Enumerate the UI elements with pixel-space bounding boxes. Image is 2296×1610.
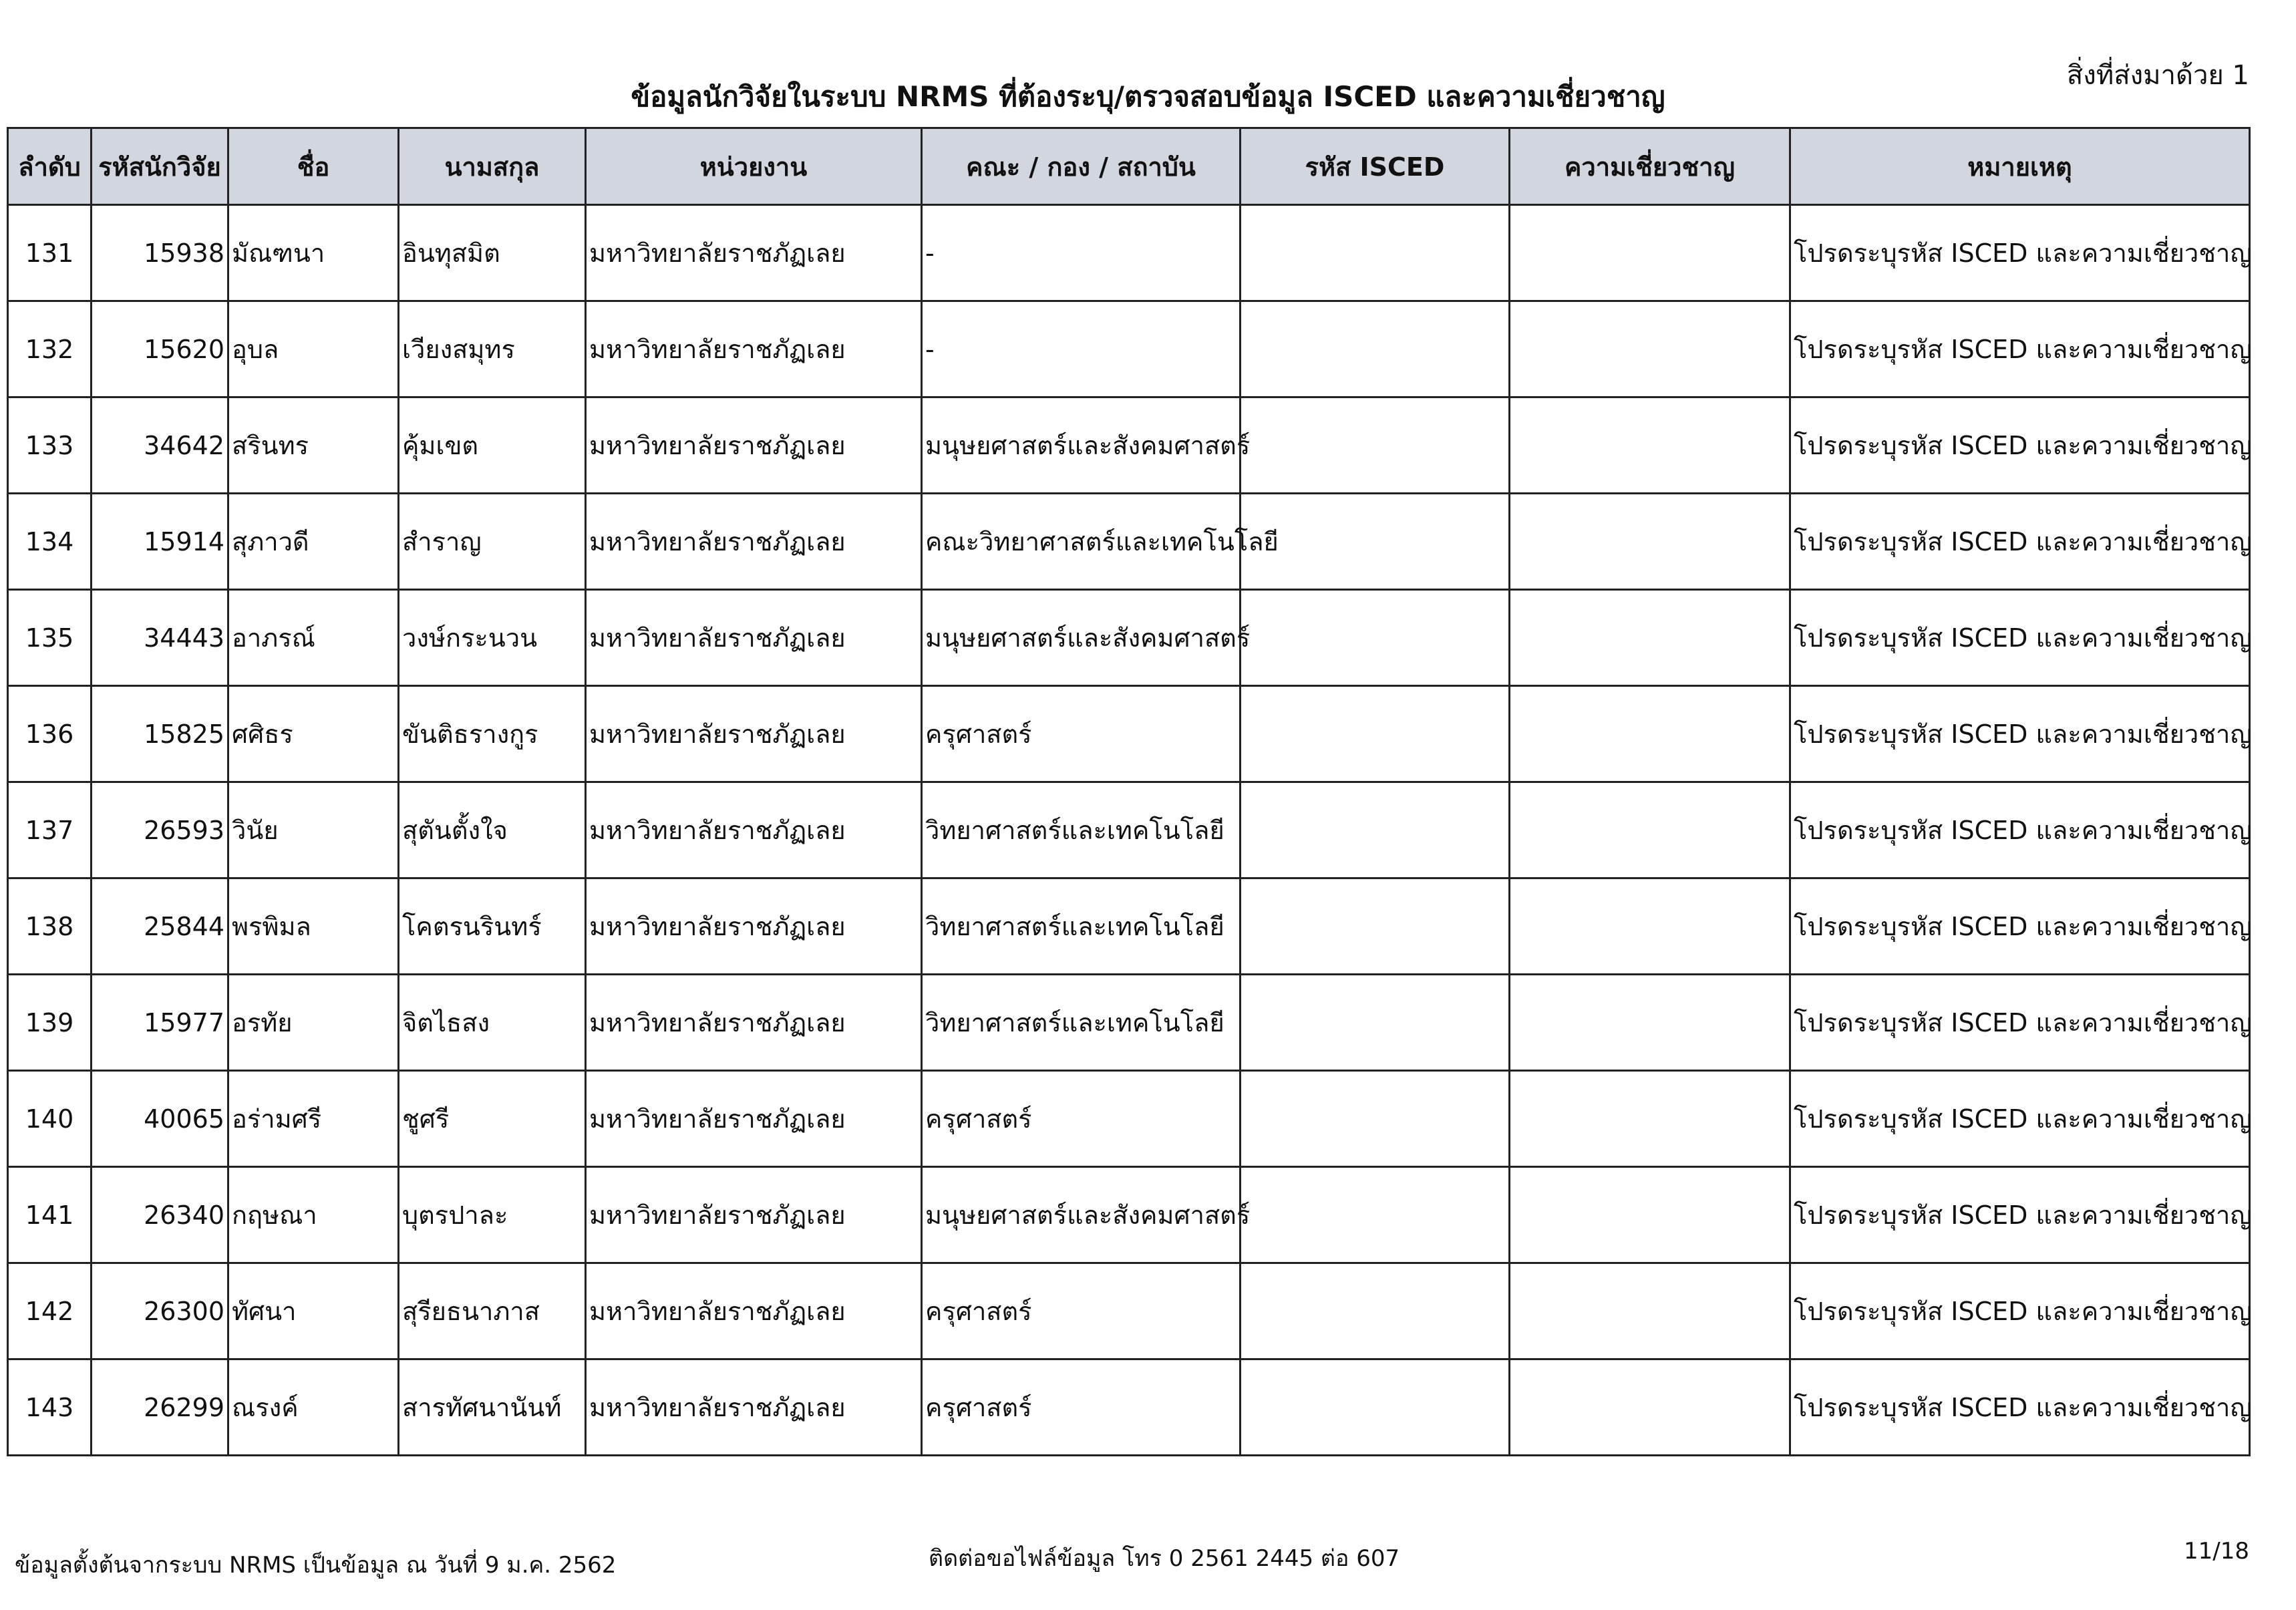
footer-data-source: ข้อมูลตั้งต้นจากระบบ NRMS เป็นข้อมูล ณ วันที่ 9 ม.ค. 2562 — [15, 1552, 617, 1579]
researcher-code-cell: 15938 — [92, 205, 228, 301]
isced-code-cell — [1241, 1359, 1510, 1456]
table-row — [8, 1071, 2250, 1167]
faculty-cell: ครุศาสตร์ — [922, 1263, 1241, 1359]
researcher-table — [7, 127, 2251, 1456]
table-row — [8, 878, 2250, 975]
note-cell: โปรดระบุรหัส ISCED และความเชี่ยวชาญ — [1790, 1167, 2250, 1263]
note-cell: โปรดระบุรหัส ISCED และความเชี่ยวชาญ — [1790, 1071, 2250, 1167]
row-index-cell: 137 — [8, 782, 92, 878]
isced-code-cell — [1241, 494, 1510, 590]
isced-code-cell — [1241, 782, 1510, 878]
faculty-cell: - — [922, 205, 1241, 301]
row-index-cell: 133 — [8, 397, 92, 494]
researcher-table-container — [7, 127, 2252, 1456]
table-body — [8, 205, 2250, 1456]
note-cell: โปรดระบุรหัส ISCED และความเชี่ยวชาญ — [1790, 1359, 2250, 1456]
researcher-code-cell: 26300 — [92, 1263, 228, 1359]
faculty-cell: มนุษยศาสตร์และสังคมศาสตร์ — [922, 1167, 1241, 1263]
document-title: ข้อมูลนักวิจัยในระบบ NRMS ที่ต้องระบุ/ตรวจสอบข้อมูล ISCED และความเชี่ยวชาญ — [631, 80, 1665, 113]
researcher-code-cell: 15977 — [92, 975, 228, 1071]
faculty-cell: มนุษยศาสตร์และสังคมศาสตร์ — [922, 397, 1241, 494]
note-cell: โปรดระบุรหัส ISCED และความเชี่ยวชาญ — [1790, 878, 2250, 975]
col-header-unit: หน่วยงาน — [586, 128, 922, 205]
table-row — [8, 494, 2250, 590]
col-header-researcher-code: รหัสนักวิจัย — [92, 128, 228, 205]
expertise-cell — [1510, 878, 1790, 975]
row-index-cell: 142 — [8, 1263, 92, 1359]
table-row — [8, 975, 2250, 1071]
isced-code-cell — [1241, 397, 1510, 494]
expertise-cell — [1510, 782, 1790, 878]
expertise-cell — [1510, 1071, 1790, 1167]
expertise-cell — [1510, 975, 1790, 1071]
expertise-cell — [1510, 205, 1790, 301]
unit-cell: มหาวิทยาลัยราชภัฏเลย — [586, 397, 922, 494]
isced-code-cell — [1241, 1071, 1510, 1167]
researcher-code-cell: 40065 — [92, 1071, 228, 1167]
surname-cell: บุตรปาละ — [399, 1167, 586, 1263]
attachment-label: สิ่งที่ส่งมาด้วย 1 — [2066, 60, 2249, 91]
unit-cell: มหาวิทยาลัยราชภัฏเลย — [586, 494, 922, 590]
unit-cell: มหาวิทยาลัยราชภัฏเลย — [586, 590, 922, 686]
researcher-code-cell: 34443 — [92, 590, 228, 686]
col-header-index: ลำดับ — [8, 128, 92, 205]
row-index-cell: 134 — [8, 494, 92, 590]
first-name-cell: ศศิธร — [228, 686, 399, 782]
table-row — [8, 1167, 2250, 1263]
faculty-cell: วิทยาศาสตร์และเทคโนโลยี — [922, 878, 1241, 975]
faculty-cell: ครุศาสตร์ — [922, 1071, 1241, 1167]
table-row — [8, 205, 2250, 301]
row-index-cell: 139 — [8, 975, 92, 1071]
note-cell: โปรดระบุรหัส ISCED และความเชี่ยวชาญ — [1790, 205, 2250, 301]
unit-cell: มหาวิทยาลัยราชภัฏเลย — [586, 686, 922, 782]
note-cell: โปรดระบุรหัส ISCED และความเชี่ยวชาญ — [1790, 397, 2250, 494]
first-name-cell: พรพิมล — [228, 878, 399, 975]
row-index-cell: 131 — [8, 205, 92, 301]
isced-code-cell — [1241, 301, 1510, 397]
table-row — [8, 397, 2250, 494]
researcher-code-cell: 26340 — [92, 1167, 228, 1263]
unit-cell: มหาวิทยาลัยราชภัฏเลย — [586, 1263, 922, 1359]
faculty-cell: วิทยาศาสตร์และเทคโนโลยี — [922, 782, 1241, 878]
unit-cell: มหาวิทยาลัยราชภัฏเลย — [586, 1167, 922, 1263]
row-index-cell: 136 — [8, 686, 92, 782]
surname-cell: เวียงสมุทร — [399, 301, 586, 397]
table-row — [8, 1263, 2250, 1359]
note-cell: โปรดระบุรหัส ISCED และความเชี่ยวชาญ — [1790, 590, 2250, 686]
faculty-cell: มนุษยศาสตร์และสังคมศาสตร์ — [922, 590, 1241, 686]
unit-cell: มหาวิทยาลัยราชภัฏเลย — [586, 782, 922, 878]
col-header-faculty: คณะ / กอง / สถาบัน — [922, 128, 1241, 205]
isced-code-cell — [1241, 686, 1510, 782]
first-name-cell: สรินทร — [228, 397, 399, 494]
surname-cell: สำราญ — [399, 494, 586, 590]
note-cell: โปรดระบุรหัส ISCED และความเชี่ยวชาญ — [1790, 782, 2250, 878]
row-index-cell: 132 — [8, 301, 92, 397]
table-row — [8, 782, 2250, 878]
col-header-note: หมายเหตุ — [1790, 128, 2250, 205]
expertise-cell — [1510, 686, 1790, 782]
col-header-isced: รหัส ISCED — [1241, 128, 1510, 205]
table-row — [8, 301, 2250, 397]
surname-cell: ชูศรี — [399, 1071, 586, 1167]
researcher-code-cell: 34642 — [92, 397, 228, 494]
isced-code-cell — [1241, 590, 1510, 686]
expertise-cell — [1510, 590, 1790, 686]
footer-contact: ติดต่อขอไฟล์ข้อมูล โทร 0 2561 2445 ต่อ 607 — [929, 1545, 1400, 1572]
faculty-cell: คณะวิทยาศาสตร์และเทคโนโลยี — [922, 494, 1241, 590]
researcher-code-cell: 15620 — [92, 301, 228, 397]
first-name-cell: อุบล — [228, 301, 399, 397]
row-index-cell: 140 — [8, 1071, 92, 1167]
expertise-cell — [1510, 301, 1790, 397]
table-header-row — [8, 128, 2250, 205]
row-index-cell: 135 — [8, 590, 92, 686]
note-cell: โปรดระบุรหัส ISCED และความเชี่ยวชาญ — [1790, 1263, 2250, 1359]
first-name-cell: อร่ามศรี — [228, 1071, 399, 1167]
first-name-cell: อาภรณ์ — [228, 590, 399, 686]
researcher-code-cell: 15914 — [92, 494, 228, 590]
isced-code-cell — [1241, 975, 1510, 1071]
note-cell: โปรดระบุรหัส ISCED และความเชี่ยวชาญ — [1790, 301, 2250, 397]
expertise-cell — [1510, 397, 1790, 494]
faculty-cell: ครุศาสตร์ — [922, 686, 1241, 782]
unit-cell: มหาวิทยาลัยราชภัฏเลย — [586, 205, 922, 301]
isced-code-cell — [1241, 1263, 1510, 1359]
faculty-cell: ครุศาสตร์ — [922, 1359, 1241, 1456]
first-name-cell: อรทัย — [228, 975, 399, 1071]
unit-cell: มหาวิทยาลัยราชภัฏเลย — [586, 1071, 922, 1167]
isced-code-cell — [1241, 878, 1510, 975]
row-index-cell: 141 — [8, 1167, 92, 1263]
row-index-cell: 138 — [8, 878, 92, 975]
surname-cell: อินทุสมิต — [399, 205, 586, 301]
table-row — [8, 686, 2250, 782]
first-name-cell: ณรงค์ — [228, 1359, 399, 1456]
unit-cell: มหาวิทยาลัยราชภัฏเลย — [586, 975, 922, 1071]
expertise-cell — [1510, 1167, 1790, 1263]
page-number: 11/18 — [2184, 1538, 2249, 1565]
first-name-cell: สุภาวดี — [228, 494, 399, 590]
note-cell: โปรดระบุรหัส ISCED และความเชี่ยวชาญ — [1790, 686, 2250, 782]
surname-cell: โคตรนรินทร์ — [399, 878, 586, 975]
surname-cell: ขันติธรางกูร — [399, 686, 586, 782]
table-row — [8, 1359, 2250, 1456]
expertise-cell — [1510, 1359, 1790, 1456]
expertise-cell — [1510, 1263, 1790, 1359]
unit-cell: มหาวิทยาลัยราชภัฏเลย — [586, 301, 922, 397]
researcher-code-cell: 25844 — [92, 878, 228, 975]
unit-cell: มหาวิทยาลัยราชภัฏเลย — [586, 878, 922, 975]
col-header-expertise: ความเชี่ยวชาญ — [1510, 128, 1790, 205]
expertise-cell — [1510, 494, 1790, 590]
row-index-cell: 143 — [8, 1359, 92, 1456]
first-name-cell: กฤษณา — [228, 1167, 399, 1263]
col-header-first-name: ชื่อ — [228, 128, 399, 205]
first-name-cell: วินัย — [228, 782, 399, 878]
researcher-code-cell: 26593 — [92, 782, 228, 878]
isced-code-cell — [1241, 205, 1510, 301]
unit-cell: มหาวิทยาลัยราชภัฏเลย — [586, 1359, 922, 1456]
surname-cell: สารทัศนานันท์ — [399, 1359, 586, 1456]
faculty-cell: - — [922, 301, 1241, 397]
first-name-cell: มัณฑนา — [228, 205, 399, 301]
surname-cell: สุรียธนาภาส — [399, 1263, 586, 1359]
table-row — [8, 590, 2250, 686]
surname-cell: วงษ์กระนวน — [399, 590, 586, 686]
note-cell: โปรดระบุรหัส ISCED และความเชี่ยวชาญ — [1790, 494, 2250, 590]
isced-code-cell — [1241, 1167, 1510, 1263]
researcher-code-cell: 26299 — [92, 1359, 228, 1456]
faculty-cell: วิทยาศาสตร์และเทคโนโลยี — [922, 975, 1241, 1071]
first-name-cell: ทัศนา — [228, 1263, 399, 1359]
surname-cell: จิตไธสง — [399, 975, 586, 1071]
col-header-surname: นามสกุล — [399, 128, 586, 205]
researcher-code-cell: 15825 — [92, 686, 228, 782]
surname-cell: คุ้มเขต — [399, 397, 586, 494]
surname-cell: สุตันตั้งใจ — [399, 782, 586, 878]
note-cell: โปรดระบุรหัส ISCED และความเชี่ยวชาญ — [1790, 975, 2250, 1071]
